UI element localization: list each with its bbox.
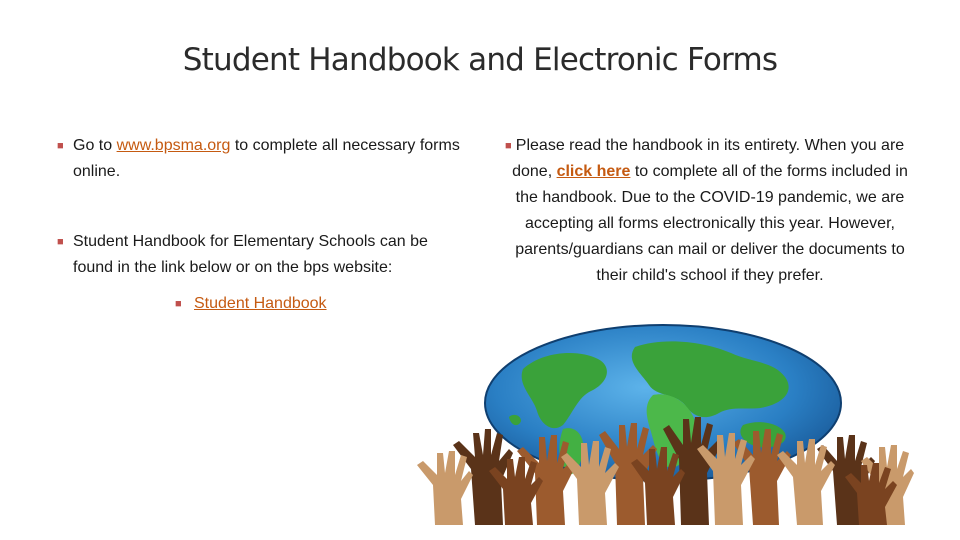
- globe-with-raised-hands-image: [413, 321, 914, 525]
- slide-title: Student Handbook and Electronic Forms: [182, 42, 778, 78]
- bullet-go-to-website: [57, 133, 467, 185]
- bullet-handbook-info: [57, 229, 467, 281]
- bullet-text: [505, 133, 915, 289]
- bullet-text-suffix: to complete all of the forms included in the handbook. Due to the COVID-19 pandemic, we are accepting all forms electronically this year. However, parents/guardians can mail or deliver the documents to their child's school if they prefer.: [515, 163, 908, 284]
- sub-bullet-handbook-link: [175, 291, 435, 317]
- bullet-marker-icon: ■: [175, 298, 182, 310]
- bullet-text: [175, 291, 435, 317]
- bullet-text-prefix: Please read the handbook in its entirety. When you are done,: [512, 137, 905, 180]
- bullet-marker-icon: ■: [505, 140, 512, 152]
- bullet-text-prefix: Go to: [73, 137, 117, 154]
- bullet-marker-icon: ■: [57, 236, 64, 248]
- click-here-link[interactable]: click here: [556, 163, 631, 180]
- bullet-text: Student Handbook for Elementary Schools can be found in the link below or on the bps website:: [73, 233, 428, 276]
- bullet-text: [57, 133, 467, 185]
- bullet-marker-icon: ■: [57, 140, 64, 152]
- bullet-read-handbook: [505, 133, 915, 289]
- student-handbook-link[interactable]: Student Handbook: [194, 295, 327, 312]
- bullet-text-suffix: to complete all necessary forms online.: [73, 137, 460, 180]
- website-link[interactable]: www.bpsma.org: [116, 137, 231, 154]
